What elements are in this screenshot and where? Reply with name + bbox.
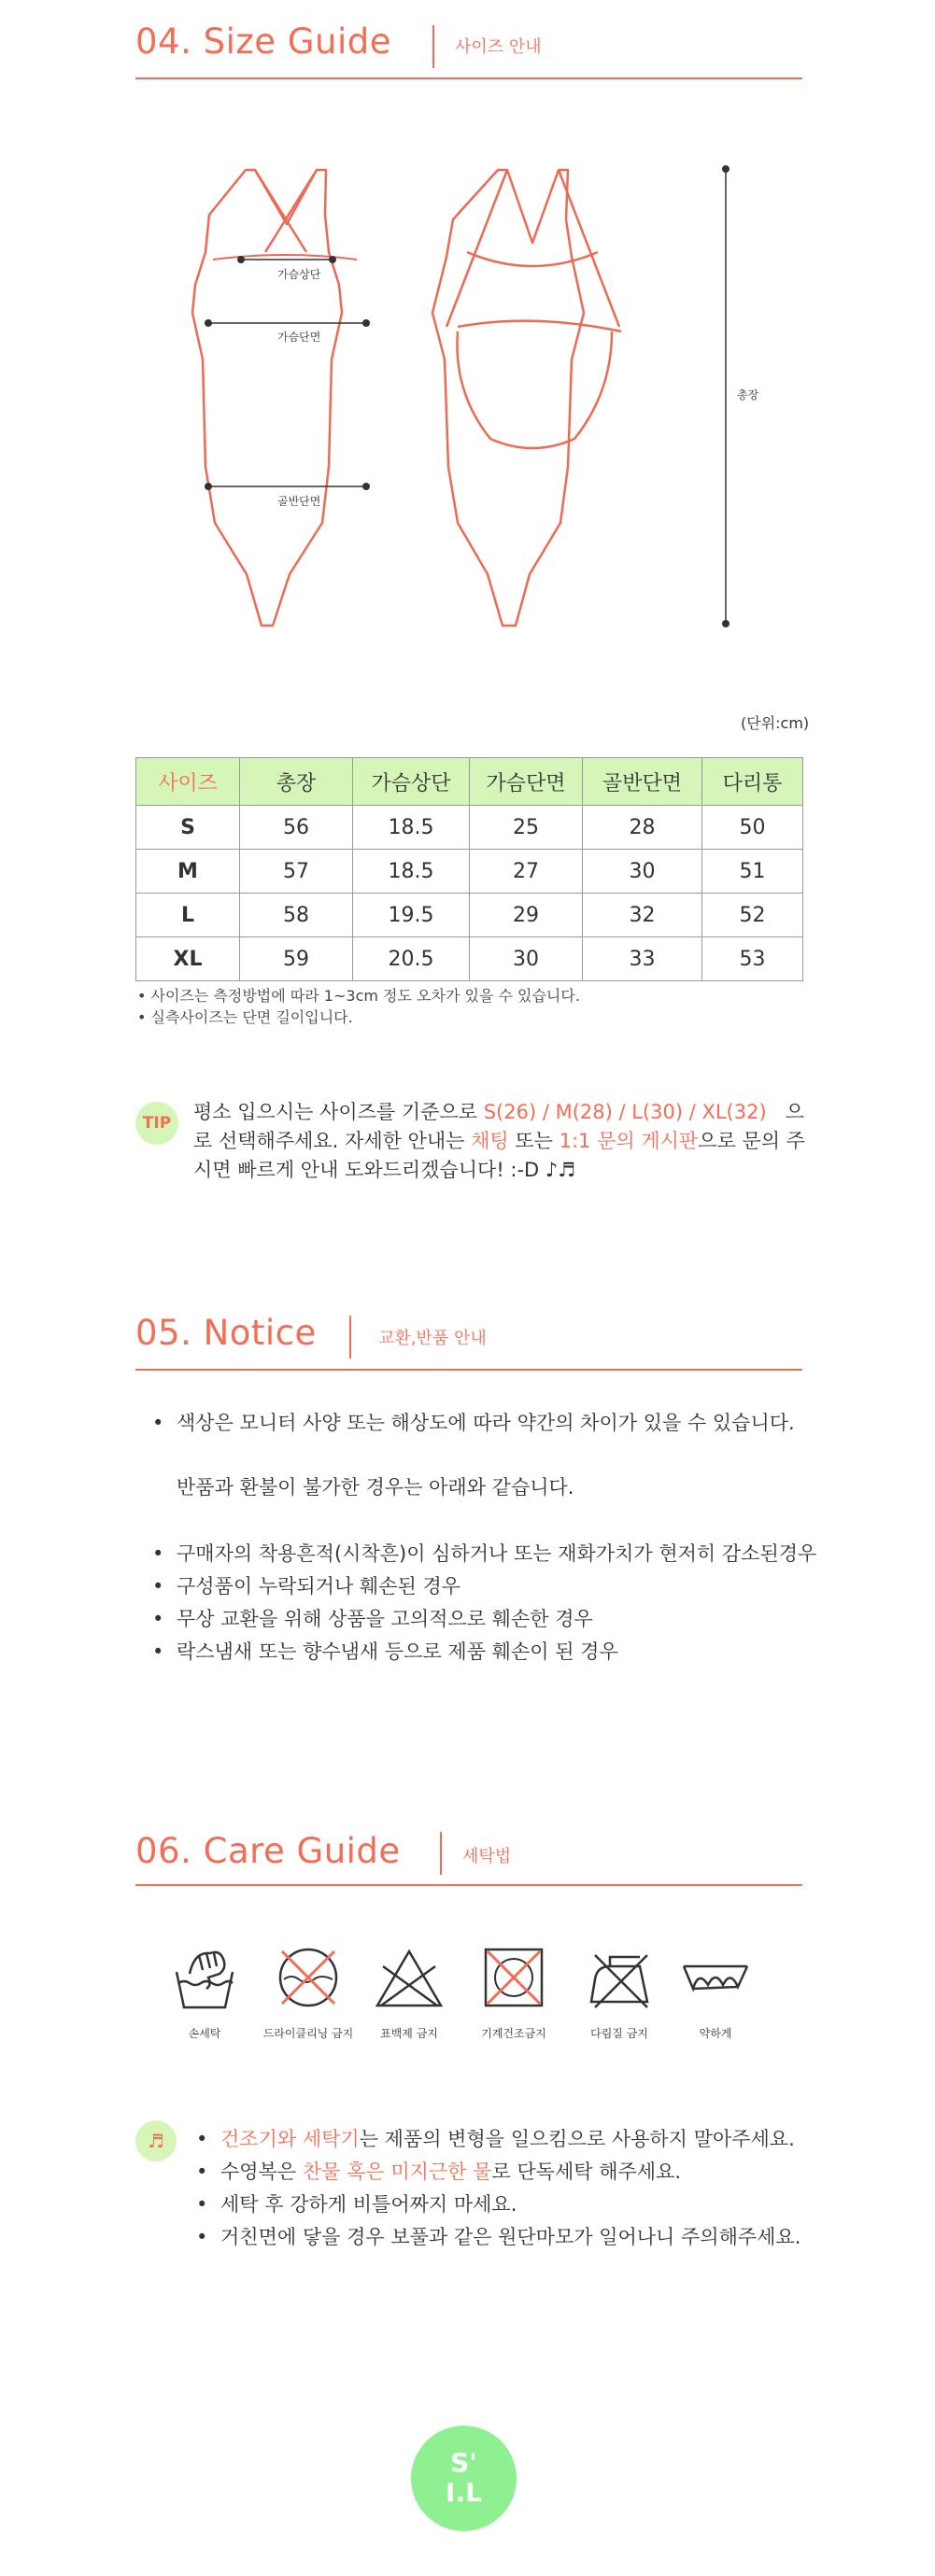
brand-logo xyxy=(411,2426,517,2531)
table-row xyxy=(136,850,803,894)
list-item: • 수영복은 찬물 혹은 미지근한 물로 단독세탁 해주세요. xyxy=(196,2161,682,2183)
header-pelvis: 골반단면 xyxy=(583,758,702,806)
table-cell: 57 xyxy=(240,850,353,894)
table-row xyxy=(136,937,803,981)
no-iron-icon xyxy=(582,1946,657,2011)
title-divider xyxy=(349,1316,351,1358)
list-item: • 건조기와 세탁기는 제품의 변형을 일으킴으로 사용하지 말아주세요. xyxy=(196,2128,795,2150)
table-cell: 56 xyxy=(240,806,353,850)
table-cell: 29 xyxy=(470,894,583,937)
refund-heading: 반품과 환불이 불가한 경우는 아래와 같습니다. xyxy=(177,1476,574,1499)
swimsuit-front-outline xyxy=(192,170,342,626)
header-size: 사이즈 xyxy=(136,758,240,806)
header-chest: 가슴단면 xyxy=(470,758,583,806)
table-cell: XL xyxy=(136,937,240,981)
inquiry-board-link[interactable]: 1:1 문의 게시판 xyxy=(559,1130,699,1152)
table-cell: 52 xyxy=(702,894,803,937)
size-guide-subtitle: 사이즈 안내 xyxy=(455,37,542,57)
no-dry-clean-icon xyxy=(271,1946,346,2011)
tip-sizes: S(26) / M(28) / L(30) / XL(32) xyxy=(483,1101,767,1123)
tip-text xyxy=(193,1098,819,1185)
care-accent-text: 찬물 혹은 미지근한 물 xyxy=(302,2161,492,2183)
size-table xyxy=(135,757,803,981)
header-chest-top: 가슴상단 xyxy=(353,758,470,806)
size-guide-title: 04. Size Guide xyxy=(135,21,391,62)
list-item: • 무상 교환을 위해 상품을 고의적으로 훼손한 경우 xyxy=(152,1608,593,1630)
care-accent-text: 건조기와 세탁기 xyxy=(220,2128,360,2150)
table-cell: 58 xyxy=(240,894,353,937)
list-item-text: 는 제품의 변형을 일으킴으로 사용하지 말아주세요. xyxy=(359,2128,795,2150)
table-cell: L xyxy=(136,894,240,937)
notice-subtitle: 교환,반품 안내 xyxy=(378,1329,487,1348)
table-cell: 30 xyxy=(470,937,583,981)
table-cell: M xyxy=(136,850,240,894)
music-note-icon: ♬ xyxy=(135,2120,177,2161)
table-cell: 32 xyxy=(583,894,702,937)
color-note: • 색상은 모니터 사양 또는 해상도에 따라 약간의 차이가 있을 수 있습니다. xyxy=(152,1412,795,1434)
table-cell: 20.5 xyxy=(353,937,470,981)
label-length: 총장 xyxy=(737,388,759,401)
list-item-text: 로 단독세탁 해주세요. xyxy=(491,2161,682,2183)
no-bleach-icon xyxy=(372,1946,446,2011)
list-item: • 락스냄새 또는 향수냄새 등으로 제품 훼손이 된 경우 xyxy=(152,1640,618,1663)
table-cell: 19.5 xyxy=(353,894,470,937)
tip-text-part: 으로 문의 주시면 빠르게 안내 도와드리겠습니다! :-D ♪♬ xyxy=(193,1130,805,1181)
care-label: 약하게 xyxy=(699,2027,732,2040)
list-item: • 구성품이 누락되거나 훼손된 경우 xyxy=(152,1575,461,1598)
table-header-row xyxy=(136,758,803,806)
care-label: 손세탁 xyxy=(188,2027,221,2040)
logo-line: S' xyxy=(450,2447,477,2478)
table-cell: 59 xyxy=(240,937,353,981)
section-rule xyxy=(135,1884,802,1886)
care-label: 기계건조금지 xyxy=(481,2027,546,2040)
care-guide-title: 06. Care Guide xyxy=(135,1831,401,1871)
table-cell: S xyxy=(136,806,240,850)
table-cell: 18.5 xyxy=(353,850,470,894)
header-length: 총장 xyxy=(240,758,353,806)
list-item: • 구매자의 착용흔적(시착흔)이 심하거나 또는 재화가치가 현저히 감소된경우 xyxy=(152,1542,817,1565)
list-item-text: 무상 교환을 위해 상품을 고의적으로 훼손한 경우 xyxy=(177,1608,593,1630)
table-cell: 25 xyxy=(470,806,583,850)
list-item-text: 락스냄새 또는 향수냄새 등으로 제품 훼손이 된 경우 xyxy=(177,1640,618,1663)
table-row xyxy=(136,894,803,937)
color-note-text: 색상은 모니터 사양 또는 해상도에 따라 약간의 차이가 있을 수 있습니다. xyxy=(177,1412,795,1434)
label-pelvis: 골반단면 xyxy=(277,495,321,508)
list-item-text: 세탁 후 강하게 비틀어짜지 마세요. xyxy=(220,2193,517,2216)
header-leg: 다리통 xyxy=(702,758,803,806)
swimsuit-back-outline xyxy=(432,170,584,626)
logo-line: I.L xyxy=(446,2477,482,2508)
list-item-text: 구성품이 누락되거나 훼손된 경우 xyxy=(177,1575,461,1598)
notice-title: 05. Notice xyxy=(135,1313,317,1353)
list-item-text: 거친면에 닿을 경우 보풀과 같은 원단마모가 일어나니 주의해주세요. xyxy=(220,2226,801,2248)
gentle-wring-icon xyxy=(680,1959,751,1996)
unit-label: (단위:cm) xyxy=(741,714,810,732)
table-cell: 50 xyxy=(702,806,803,850)
table-cell: 18.5 xyxy=(353,806,470,850)
tip-text-part: 평소 입으시는 사이즈를 기준으로 xyxy=(193,1101,484,1123)
tip-badge: TIP xyxy=(135,1102,178,1145)
tip-text-part: 또는 xyxy=(508,1130,560,1152)
table-cell: 28 xyxy=(583,806,702,850)
section-rule xyxy=(135,77,802,79)
table-cell: 51 xyxy=(702,850,803,894)
title-divider xyxy=(440,1832,442,1875)
label-chest-top: 가슴상단 xyxy=(277,268,321,281)
chat-link[interactable]: 채팅 xyxy=(471,1130,509,1152)
table-cell: 30 xyxy=(583,850,702,894)
swimsuit-diagram xyxy=(187,159,766,644)
table-cell: 27 xyxy=(470,850,583,894)
care-label: 표백제 금지 xyxy=(380,2027,438,2040)
table-cell: 33 xyxy=(583,937,702,981)
care-guide-subtitle: 세탁법 xyxy=(462,1847,512,1866)
label-chest: 가슴단면 xyxy=(277,331,321,344)
no-tumble-dry-icon xyxy=(480,1946,547,2011)
care-label: 드라이클리닝 금지 xyxy=(262,2027,354,2040)
care-label: 다림질 금지 xyxy=(590,2027,648,2040)
list-item: • 거친면에 닿을 경우 보풀과 같은 원단마모가 일어나니 주의해주세요. xyxy=(196,2226,801,2248)
tip-text-part: 으로 선택해주세요. 자세한 안내는 xyxy=(193,1101,804,1152)
list-item-text: 수영복은 xyxy=(220,2161,303,2183)
size-note: • 사이즈는 측정방법에 따라 1~3cm 정도 오차가 있을 수 있습니다. xyxy=(137,987,580,1005)
table-row xyxy=(136,806,803,850)
list-item: • 세탁 후 강하게 비틀어짜지 마세요. xyxy=(196,2193,517,2216)
title-divider xyxy=(432,25,434,68)
size-note: • 실측사이즈는 단면 길이입니다. xyxy=(137,1008,353,1026)
section-rule xyxy=(135,1369,802,1371)
table-cell: 53 xyxy=(702,937,803,981)
list-item-text: 구매자의 착용흔적(시착흔)이 심하거나 또는 재화가치가 현저히 감소된경우 xyxy=(177,1542,817,1565)
hand-wash-icon xyxy=(171,1946,238,2011)
